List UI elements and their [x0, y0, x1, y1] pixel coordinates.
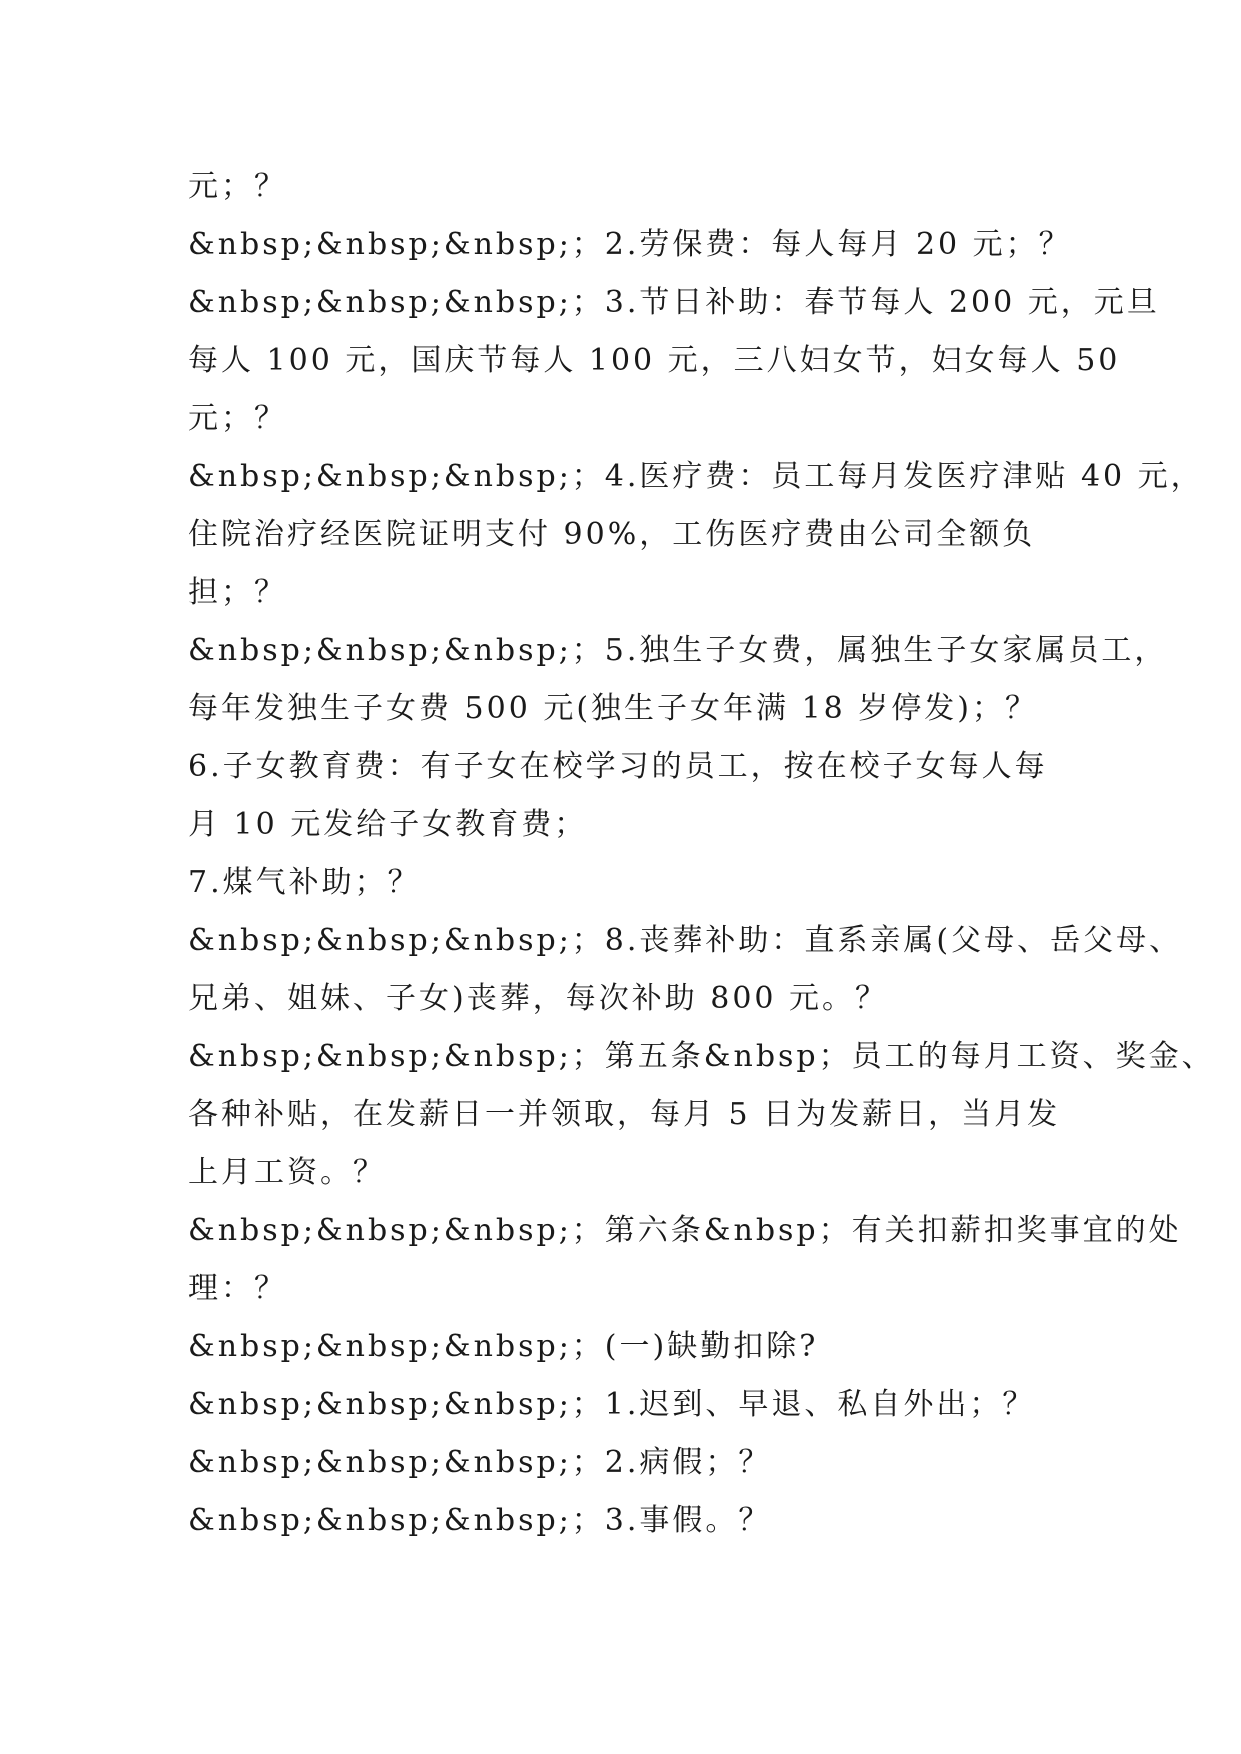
- text-line: 理：？: [188, 1271, 287, 1306]
- text-line: &nbsp;&nbsp;&nbsp;；第六条&nbsp；有关扣薪扣奖事宜的处: [188, 1213, 1182, 1248]
- text-line: &nbsp;&nbsp;&nbsp;；第五条&nbsp；员工的每月工资、奖金、: [188, 1039, 1215, 1074]
- text-line: &nbsp;&nbsp;&nbsp;；3.事假。？: [188, 1503, 772, 1538]
- text-line: 7.煤气补助；？: [188, 865, 421, 900]
- text-line: 月 10 元发给子女教育费；: [188, 807, 588, 842]
- text-line: &nbsp;&nbsp;&nbsp;；3.节日补助：春节每人 200 元，元旦: [188, 285, 1160, 320]
- text-line: &nbsp;&nbsp;&nbsp;；5.独生子女费，属独生子女家属员工，: [188, 633, 1168, 668]
- text-line: 住院治疗经医院证明支付 90%，工伤医疗费由公司全额负: [188, 517, 1036, 552]
- text-line: 上月工资。？: [188, 1155, 386, 1190]
- text-line: 每年发独生子女费 500 元(独生子女年满 18 岁停发)；？: [188, 691, 1038, 726]
- text-line: &nbsp;&nbsp;&nbsp;；1.迟到、早退、私自外出；？: [188, 1387, 1036, 1422]
- text-line: 每人 100 元，国庆节每人 100 元，三八妇女节，妇女每人 50: [188, 343, 1121, 378]
- text-line: 兄弟、姐妹、子女)丧葬，每次补助 800 元。？: [188, 981, 889, 1016]
- text-line: &nbsp;&nbsp;&nbsp;；4.医疗费：员工每月发医疗津贴 40 元，: [188, 459, 1204, 494]
- text-line: &nbsp;&nbsp;&nbsp;；2.劳保费：每人每月 20 元；？: [188, 227, 1072, 262]
- text-line: &nbsp;&nbsp;&nbsp;；2.病假；？: [188, 1445, 772, 1480]
- text-line: 元；？: [188, 401, 287, 436]
- text-line: 元；？: [188, 169, 287, 204]
- text-line: 6.子女教育费：有子女在校学习的员工，按在校子女每人每: [188, 749, 1048, 784]
- text-line: &nbsp;&nbsp;&nbsp;；(一)缺勤扣除?: [188, 1329, 819, 1364]
- text-line: 担；？: [188, 575, 287, 610]
- document-body: [188, 158, 1215, 1550]
- text-line: &nbsp;&nbsp;&nbsp;；8.丧葬补助：直系亲属(父母、岳父母、: [188, 923, 1183, 958]
- text-line: 各种补贴，在发薪日一并领取，每月 5 日为发薪日，当月发: [188, 1097, 1061, 1132]
